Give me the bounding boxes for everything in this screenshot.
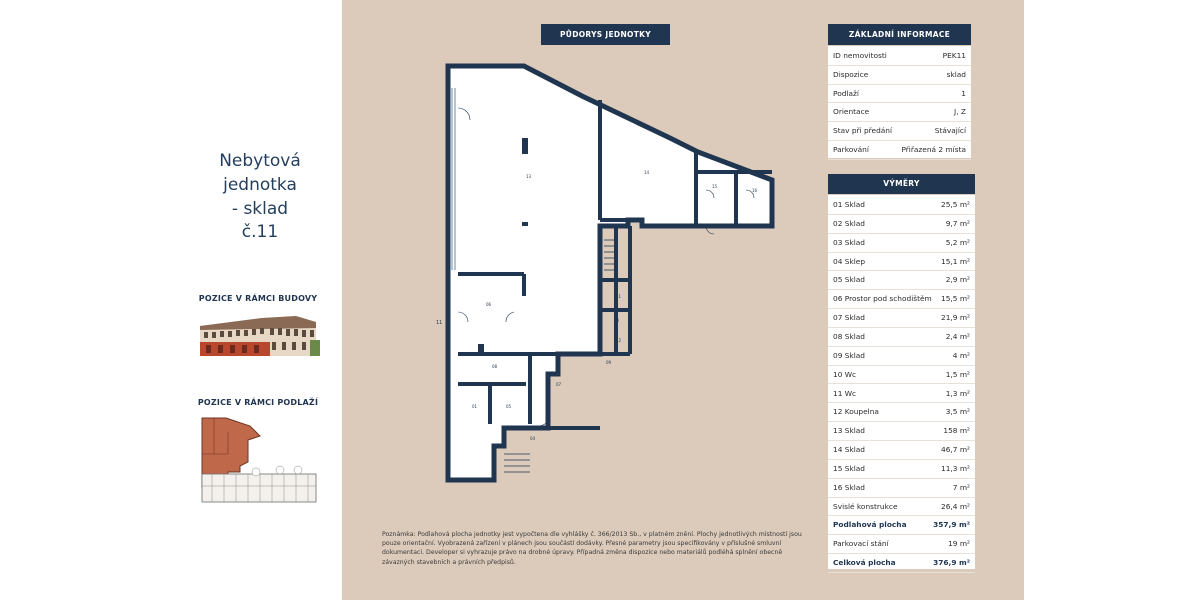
row-label: 03 Sklad xyxy=(833,237,865,247)
table-row xyxy=(828,402,975,422)
table-row xyxy=(828,195,975,215)
basic-info-header: ZÁKLADNÍ INFORMACE xyxy=(828,24,971,45)
row-label: 10 Wc xyxy=(833,369,857,379)
row-value: 25,5 m² xyxy=(941,200,970,209)
table-row xyxy=(828,478,975,498)
table-row xyxy=(828,84,971,104)
row-label: Celková plocha xyxy=(833,558,896,568)
position-building-label: POZICE V RÁMCI BUDOVY xyxy=(198,294,318,303)
svg-text:05: 05 xyxy=(506,404,512,409)
table-row xyxy=(828,252,975,272)
row-label: Podlaží xyxy=(833,88,859,98)
table-row xyxy=(828,140,971,160)
row-value: 26,4 m² xyxy=(941,501,970,511)
row-value: 1,3 m² xyxy=(945,388,970,398)
plan-unit-marker: 11 xyxy=(436,320,443,326)
row-label: Podlahová plocha xyxy=(833,520,907,530)
table-row xyxy=(828,421,975,441)
basic-info-table xyxy=(828,46,971,158)
unit-title-line4: č.11 xyxy=(241,222,279,242)
row-value: 15,5 m² xyxy=(941,294,970,304)
right-margin xyxy=(1024,0,1200,600)
row-value: 1 xyxy=(961,88,966,98)
position-floor-label: POZICE V RÁMCI PODLAŽÍ xyxy=(197,398,319,407)
floor-position-map xyxy=(200,414,318,506)
row-value: 7 m² xyxy=(952,482,970,492)
row-value: 1,5 m² xyxy=(945,369,970,379)
table-row xyxy=(828,46,971,66)
table-row xyxy=(828,327,975,347)
row-value: 21,9 m² xyxy=(941,313,970,323)
table-row xyxy=(828,459,975,479)
row-value: Přiřazená 2 místa xyxy=(901,145,966,154)
floor-plan-label: PŮDORYS JEDNOTKY xyxy=(541,24,670,45)
row-label: ID nemovitosti xyxy=(833,51,887,60)
svg-text:10: 10 xyxy=(614,318,620,323)
row-value: 357,9 m² xyxy=(933,520,970,530)
table-row xyxy=(828,233,975,253)
row-label: 08 Sklad xyxy=(833,331,865,341)
row-value: 15,1 m² xyxy=(941,256,970,266)
table-row xyxy=(828,365,975,385)
row-label: 07 Sklad xyxy=(833,313,865,323)
row-label: 06 Prostor pod schodištěm xyxy=(833,294,932,304)
row-value: sklad xyxy=(946,69,966,79)
table-row xyxy=(828,102,971,122)
row-label: 14 Sklad xyxy=(833,445,865,455)
row-label: 01 Sklad xyxy=(833,200,865,209)
row-label: Parkování xyxy=(833,145,869,154)
table-row xyxy=(828,121,971,141)
floor-plan-drawing xyxy=(430,60,790,490)
table-row xyxy=(828,346,975,366)
row-value: 46,7 m² xyxy=(941,445,970,455)
table-row xyxy=(828,308,975,328)
table-row xyxy=(828,497,975,517)
row-value: J, Z xyxy=(954,107,966,117)
row-label: Stav při předání xyxy=(833,126,893,136)
table-row xyxy=(828,384,975,404)
table-row xyxy=(828,270,975,290)
row-label: 09 Sklad xyxy=(833,350,865,360)
svg-text:15: 15 xyxy=(712,184,718,189)
footnote: Poznámka: Podlahová plocha jednotky jest vypočtena dle vyhlášky č. 366/2013 Sb., v platném znění. Plochy jednotlivých místností jsou pouze orientační. Vyobrazená zařízení v plánech jsou součástí dodávky. Přesné parametry jsou specifikovány v příslušné smluvní dokumentaci. Developer si vyhrazuje právo na drobné úpravy. Případná změna dispozice nebo materiálů podléhá splnění obecně závazných stavebních a právních předpisů. xyxy=(382,531,802,566)
row-label: 13 Sklad xyxy=(833,426,865,436)
row-label: 11 Wc xyxy=(833,388,857,398)
row-value: 376,9 m² xyxy=(933,558,970,568)
row-value: 3,5 m² xyxy=(945,407,970,417)
svg-text:06: 06 xyxy=(486,302,492,307)
svg-text:13: 13 xyxy=(526,174,532,179)
svg-text:04: 04 xyxy=(530,436,536,441)
row-value: 11,3 m² xyxy=(941,463,970,473)
row-label: 02 Sklad xyxy=(833,218,865,228)
row-value: 158 m² xyxy=(943,426,970,436)
row-label: 15 Sklad xyxy=(833,463,865,473)
row-value: 2,9 m² xyxy=(945,275,970,285)
areas-header: VÝMĚRY xyxy=(828,174,975,194)
row-value: 4 m² xyxy=(952,350,970,360)
svg-text:07: 07 xyxy=(556,382,562,387)
building-photo xyxy=(198,312,320,358)
row-value: 2,4 m² xyxy=(945,331,970,341)
row-label: Svislé konstrukce xyxy=(833,501,898,511)
row-label: 16 Sklad xyxy=(833,482,865,492)
row-value: PEK11 xyxy=(942,51,966,60)
row-label: 12 Koupelna xyxy=(833,407,879,417)
row-value: 5,2 m² xyxy=(945,237,970,247)
row-label: 05 Sklad xyxy=(833,275,865,285)
svg-text:12: 12 xyxy=(616,338,622,343)
svg-text:09: 09 xyxy=(606,360,612,365)
row-value: 9,7 m² xyxy=(945,218,970,228)
unit-title-line1: Nebytová xyxy=(219,151,301,171)
row-value: Stávající xyxy=(934,126,966,136)
left-panel xyxy=(0,0,342,600)
table-row xyxy=(828,214,975,234)
svg-text:01: 01 xyxy=(472,404,478,409)
table-row xyxy=(828,534,975,554)
row-label: Dispozice xyxy=(833,69,869,79)
row-value: 19 m² xyxy=(948,539,970,549)
areas-table xyxy=(828,195,975,569)
unit-title-line2: jednotka xyxy=(223,175,297,195)
row-label: Orientace xyxy=(833,107,870,117)
table-row xyxy=(828,440,975,460)
unit-title-line3: - sklad xyxy=(231,199,289,219)
row-label: Parkovací stání xyxy=(833,539,889,549)
table-row xyxy=(828,553,975,573)
table-row xyxy=(828,515,975,535)
svg-text:11: 11 xyxy=(616,294,622,299)
svg-text:16: 16 xyxy=(752,188,758,193)
svg-text:14: 14 xyxy=(644,170,650,175)
svg-text:08: 08 xyxy=(492,364,498,369)
table-row xyxy=(828,289,975,309)
table-row xyxy=(828,65,971,85)
row-label: 04 Sklep xyxy=(833,256,866,266)
